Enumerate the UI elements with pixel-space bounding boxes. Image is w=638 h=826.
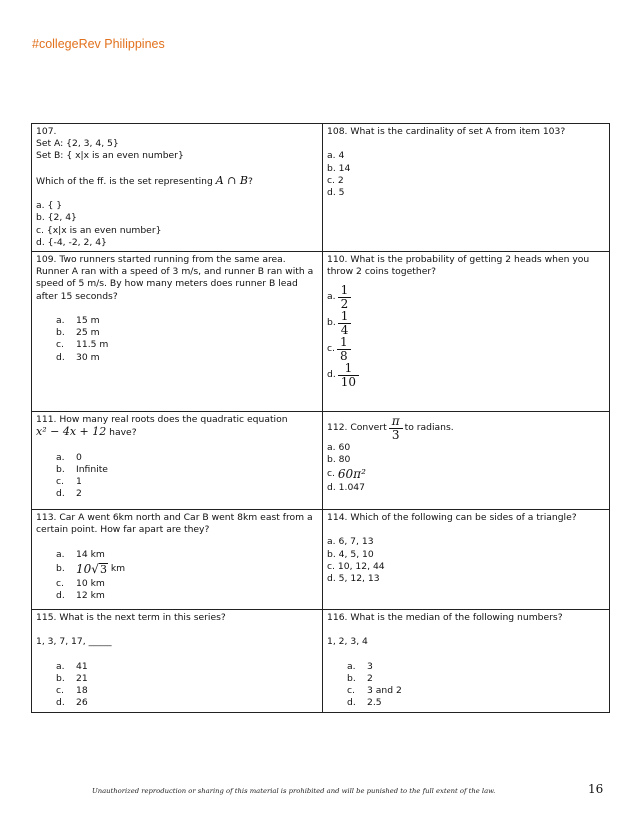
q111-letter-a: a. [56,451,65,463]
q111-letter-c: c. [56,476,64,487]
q110-num-b: 1 [340,308,349,323]
q110-den-d: 10 [340,374,357,389]
q116-prompt: 116. What is the median of the following numbers? [327,612,563,623]
q115-prompt: 115. What is the next term in this series? [36,612,226,623]
q110-letter-b: b. [327,317,336,329]
q115-letter-a: a. [56,660,65,672]
q112-option-c-math: 60π² [337,467,366,482]
q113-letter-b: b. [56,563,65,575]
q112-frac [389,415,403,442]
page-number: 16 [588,782,604,796]
q112-frac-den: 3 [391,427,400,442]
q107-end: ? [247,175,253,187]
q110-den-a: 2 [340,296,349,311]
q107-prompt: Which of the ff. is the set representing [36,175,213,187]
q109-options [36,315,318,364]
q109-option-d [56,352,318,364]
q115-option-a [56,661,318,673]
q109-letter-a: a. [56,315,65,326]
q113-prompt: 113. Car A went 6km north and Car B went 8km east from a certain point. How far apart are they? [36,512,313,536]
q115-text-c: 18 [76,685,88,697]
q111-equation: x² − 4x + 12 [36,425,107,439]
question-113 [32,510,323,610]
question-108 [323,124,610,252]
q111-text-d: 2 [76,488,82,500]
q109-text-d: 30 m [76,351,100,363]
q112-prompt: 112. Convert [327,421,387,433]
q110-den-b: 4 [340,322,349,337]
question-111 [32,412,323,510]
q109-text-b: 25 m [76,327,100,339]
q116-letter-d: d. [347,697,356,709]
q111-letter-d: d. [56,488,65,500]
question-112 [323,412,610,510]
q114-option-c: c. 10, 12, 44 [327,560,385,572]
q110-letter-a: a. [327,291,336,303]
question-110 [323,252,610,412]
q110-frac-d [338,362,359,389]
q112-option-c [327,466,605,482]
q108-option-b: b. 14 [327,162,351,174]
q107-math: A ∩ B [215,173,248,187]
q110-prompt: 110. What is the probability of getting 2 heads when you throw 2 coins together? [327,254,590,278]
q107-number: 107. [36,126,57,137]
q110-option-a [327,284,605,310]
q111-options [36,452,318,501]
q115-options [36,661,318,710]
q107-option-c: c. {x|x is an even number} [36,224,162,236]
q114-option-b: b. 4, 5, 10 [327,548,374,560]
q107-option-d: d. {-4, -2, 2, 4} [36,236,107,248]
q110-option-d [327,362,605,388]
question-114 [323,510,610,610]
header-brand: #collegeRev Philippines [32,37,165,51]
q116-letter-b: b. [347,672,356,684]
q115-text-b: 21 [76,672,88,684]
q116-option-d [347,697,605,709]
q113-radicand: 3 [99,562,107,576]
q109-option-b [56,327,318,339]
q107-option-a: a. { } [36,200,63,212]
question-116 [323,610,610,713]
question-table [31,123,610,713]
q111-equation-line [36,426,318,439]
q115-letter-d: d. [56,697,65,709]
q111-option-b [56,464,318,476]
q110-frac-b [338,310,352,337]
q113-text-d: 12 km [76,590,105,601]
q116-letter-a: a. [347,660,356,672]
q115-option-c [56,685,318,697]
q113-option-b [56,561,318,578]
question-107 [32,124,323,252]
q116-text-c: 3 and 2 [367,685,402,697]
q109-option-c [56,339,318,351]
q110-letter-d: d. [327,369,336,381]
q116-text-a: 3 [367,660,373,672]
q111-letter-b: b. [56,463,65,475]
q108-option-d: d. 5 [327,187,345,198]
q111-option-a [56,452,318,464]
q112-option-b: b. 80 [327,454,351,466]
q111-text-c: 1 [76,476,82,487]
q116-text-d: 2.5 [367,697,382,709]
q116-series: 1, 2, 3, 4 [327,636,368,648]
q108-option-a: a. 4 [327,150,345,162]
q111-text-a: 0 [76,451,82,463]
q108-option-c: c. 2 [327,174,344,186]
q116-option-b [347,673,605,685]
q109-letter-d: d. [56,351,65,363]
q107-set-b: Set B: { x|x is an even number} [36,150,184,162]
q113-text-a: 14 km [76,548,105,560]
q111-option-d [56,488,318,500]
q110-frac-a [338,284,352,311]
sqrt-icon: √ [91,562,99,577]
q109-option-a [56,315,318,327]
q115-letter-b: b. [56,672,65,684]
q112-frac-num: π [391,413,400,428]
q107-prompt-line [36,175,318,188]
q116-letter-c: c. [347,685,355,697]
q115-text-a: 41 [76,660,88,672]
q115-series: 1, 3, 7, 17, _____ [36,636,112,648]
q113-coef: 10 [76,562,92,577]
q113-options [36,549,318,603]
q109-prompt: 109. Two runners started running from the same area. Runner A ran with a speed of 3 m/s, and runner B ran with a speed of 5 m/s. By how many meters does runner B lead after 15 seconds? [36,254,314,302]
q109-letter-b: b. [56,327,65,339]
q110-num-c: 1 [339,334,348,349]
q108-prompt: 108. What is the cardinality of set A from item 103? [327,126,566,137]
q111-option-c [56,476,318,488]
q112-option-d: d. 1.047 [327,482,365,494]
q109-text-c: 11.5 m [76,339,109,351]
q113-text-c: 10 km [76,577,105,589]
question-109 [32,252,323,412]
q110-num-a: 1 [340,282,349,297]
q115-option-d [56,697,318,709]
q115-option-b [56,673,318,685]
q112-option-c-label: c. [327,468,335,480]
q112-option-a: a. 60 [327,442,351,453]
q113-letter-c: c. [56,577,64,589]
q114-prompt: 114. Which of the following can be sides of a triangle? [327,512,577,523]
q110-frac-c [337,336,351,363]
q107-set-a: Set A: {2, 3, 4, 5} [36,138,119,150]
q116-option-a [347,661,605,673]
q112-end: to radians. [404,421,454,433]
q111-end: have? [109,427,137,439]
q113-letter-d: d. [56,590,65,601]
q116-options [327,661,605,710]
q113-option-a [56,549,318,561]
q107-option-b: b. {2, 4} [36,212,77,224]
q110-num-d: 1 [344,360,353,375]
q116-option-c [347,685,605,697]
q110-letter-c: c. [327,343,335,355]
question-115 [32,610,323,713]
q110-den-c: 8 [339,348,348,363]
footer-disclaimer: Unauthorized reproduction or sharing of this material is prohibited and will be punished to the full extent of the law. [92,787,496,795]
q115-letter-c: c. [56,685,64,697]
q114-option-a: a. 6, 7, 13 [327,536,374,548]
q109-text-a: 15 m [76,315,100,326]
q111-text-b: Infinite [76,463,108,475]
q110-option-c [327,336,605,362]
q114-option-d: d. 5, 12, 13 [327,573,380,584]
q111-prompt: 111. How many real roots does the quadratic equation [36,414,288,425]
q109-letter-c: c. [56,339,64,351]
q110-option-b [327,310,605,336]
q115-text-d: 26 [76,697,88,709]
q113-letter-a: a. [56,548,65,560]
q113-option-d [56,590,318,602]
q113-unit: km [110,563,126,575]
q113-option-c [56,578,318,590]
q112-prompt-line [327,414,605,442]
q116-text-b: 2 [367,672,373,684]
